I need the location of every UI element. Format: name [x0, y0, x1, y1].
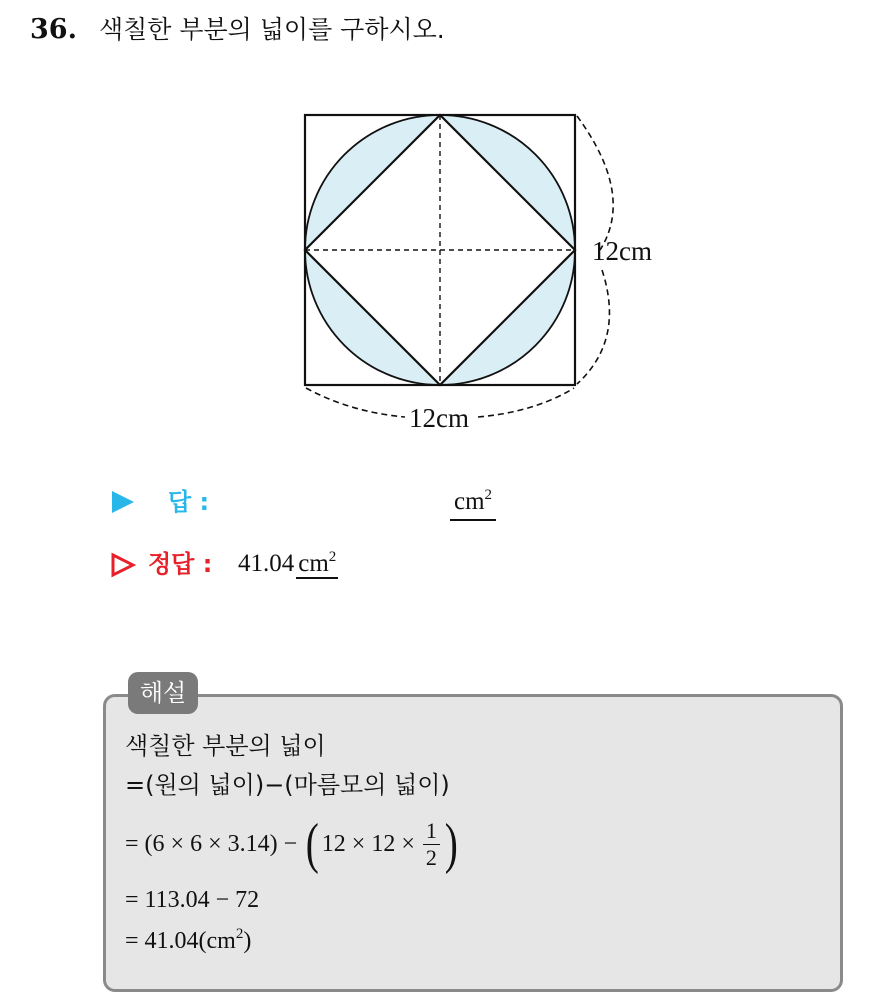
correct-unit-exponent: 2 [328, 549, 337, 565]
side-length-label: 12cm [592, 236, 652, 266]
answer-input[interactable] [450, 485, 496, 521]
correct-answer-value [238, 547, 338, 581]
fraction-half [423, 818, 440, 871]
bottom-length-label: 12cm [409, 403, 469, 433]
question-number: 36. [30, 14, 77, 45]
correct-unit [296, 550, 338, 579]
result-unit-exponent: 2 [235, 926, 244, 942]
play-triangle-icon [110, 489, 136, 515]
correct-number: 41.04 [238, 550, 295, 577]
explanation-line-4: = 113.04 − 72 [125, 887, 260, 913]
right-dimension-arc-lower [577, 270, 609, 384]
answer-unit-exponent: 2 [484, 487, 493, 503]
correct-answer-label: 정답 : [148, 550, 213, 578]
close-paren: ) [444, 813, 458, 875]
outline-triangle-icon [110, 552, 136, 578]
figure-svg [280, 100, 680, 445]
expression-circle-area: = (6 × 6 × 3.14) − [125, 831, 304, 857]
answer-row [110, 485, 530, 519]
explanation-line-3 [125, 813, 461, 876]
answer-label: 답 : [168, 488, 210, 516]
answer-unit: cm [454, 488, 485, 515]
fraction-denominator: 2 [425, 844, 437, 870]
explanation-tab: 해설 [128, 672, 198, 714]
result-close-paren: ) [243, 928, 252, 954]
geometry-figure [280, 100, 680, 445]
correct-answer-row [110, 547, 530, 581]
open-paren: ( [305, 813, 319, 875]
explanation-line-5 [125, 925, 251, 957]
fraction-numerator: 1 [423, 818, 440, 845]
correct-unit-text: cm [298, 550, 329, 577]
result-value: = 41.04( [125, 928, 207, 954]
expression-rhombus-area: 12 × 12 × [321, 831, 421, 857]
right-dimension-arc [577, 116, 613, 250]
explanation-line-2: =(원의 넓이)−(마름모의 넓이) [125, 771, 450, 799]
result-unit: cm [206, 928, 236, 954]
explanation-line-1: 색칠한 부분의 넓이 [125, 732, 326, 760]
bottom-dimension-arc-right [478, 388, 574, 417]
question-text: 색칠한 부분의 넓이를 구하시오. [98, 15, 445, 44]
bottom-dimension-arc [306, 388, 405, 417]
question [30, 12, 445, 48]
